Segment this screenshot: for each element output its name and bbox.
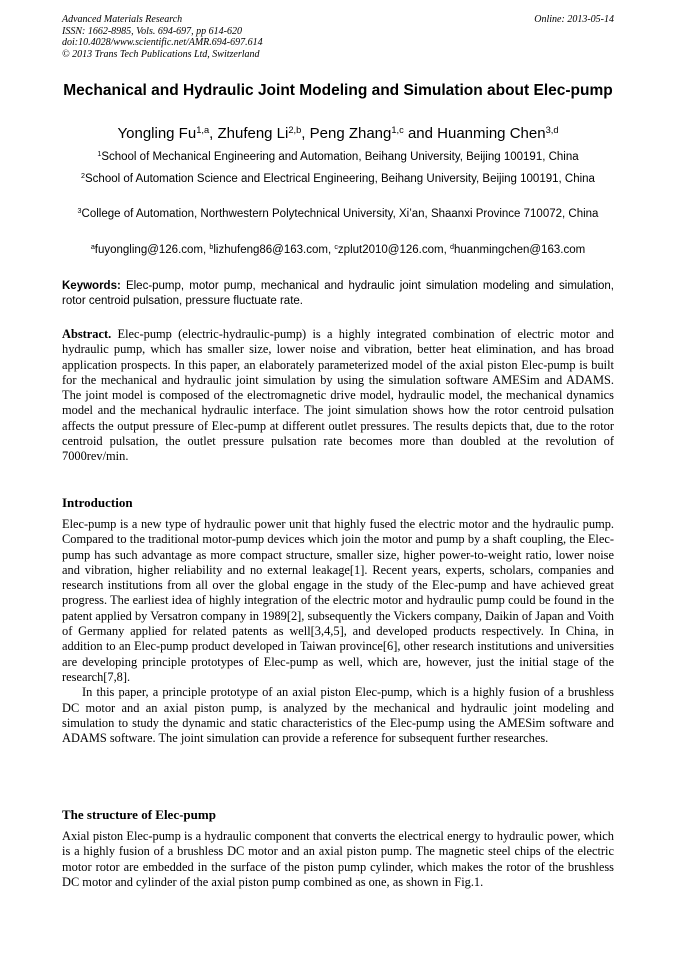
abstract-label: Abstract. [62,327,112,341]
paragraph: Axial piston Elec-pump is a hydraulic component that converts the electrical energy to hydraulic power, which is a highly fusion of a brushless DC motor and an axial piston pump. The magnetic steel chips of the electric motor rotor are embedded in the surface of the piston pump cylinder, which makes the rotor of the brushless DC motor and cylinder of the axial piston pump combined as one, as shown in Fig.1. [62,829,614,889]
author-sup: 2,b [288,124,302,135]
author-name: Peng Zhang [309,125,392,142]
affiliation-text: College of Automation, Northwestern Polytechnical University, Xi’an, Shaanxi Province 710072, China [81,208,599,220]
paragraph: Elec-pump is a new type of hydraulic power unit that highly fused the electric motor and the hydraulic pump. Compared to the traditional motor-pump devices which join the motor and pump by a shaft coupling, the Elec-pump has such advantage as more compact structure, smaller size, higher power-to-weight ratio, lower noise and vibration, higher reliability and no external leakage[1]. Recent years, experts, scholars, companies and research institutions from all over the global engage in the study of the Elec-pump and have achieved great progress. The earliest idea of highly integration of the electric motor and hydraulic pump could be found in the patent applied by Versatron company in 1989[2], subsequently the Vickers company, Daikin of Japan and Voith of Germany applied for related patents as well[3,4,5], and developed products respectively. In China, in addition to an Elec-pump product developed in Taiwan province[6], other research institutions and universities are developing principle prototypes of Elec-pump as well, which are, however, just the initial stage of the research[7,8]. [62,517,614,684]
paragraph: In this paper, a principle prototype of an axial piston Elec-pump, which is a highly fusion of a brushless DC motor and an axial piston pump, is analyzed by the mechanical and hydraulic joint modeling and simulation to study the dynamic and static characteristics of the Elec-pump using the AMESim software and ADAMS software. The joint simulation can provide a reference for subsequent further researches. [62,685,614,746]
author-sup: 1,c [391,124,404,135]
affiliation-3 [62,207,614,223]
author-sup: 1,a [196,124,210,135]
affiliation-text: School of Mechanical Engineering and Automation, Beihang University, Beijing 100191, China [101,151,579,163]
keywords-text: Elec-pump, motor pump, mechanical and hydraulic joint simulation modeling and simulation, rotor centroid pulsation, pressure fluctuate rate. [62,280,614,307]
email-sup: c [334,243,338,252]
doi-line[interactable]: doi:10.4028/www.scientific.net/AMR.694-697.614 [62,37,263,48]
affiliation-sup: 3 [77,207,82,216]
email-sup: a [90,243,95,252]
section-heading-introduction: Introduction [62,495,133,510]
author-sep: , [209,125,218,142]
email-sup: d [449,243,454,252]
paper-title: Mechanical and Hydraulic Joint Modeling and Simulation about Elec-pump [63,82,613,99]
author-list [62,125,614,143]
journal-name: Advanced Materials Research [62,14,183,25]
author-sup: 3,d [545,124,559,135]
affiliation-sup: 1 [97,150,102,159]
author-sep: and [403,125,438,142]
email-sup: b [209,243,214,252]
affiliation-text: School of Automation Science and Electrical Engineering, Beihang University, Beijing 100191, China [85,173,595,185]
issn-line: ISSN: 1662-8985, Vols. 694-697, pp 614-620 [62,25,242,37]
structure-body [62,829,614,890]
section-heading-structure: The structure of Elec-pump [62,807,216,822]
keywords-block [62,279,614,308]
affiliation-1 [62,150,614,166]
email-text[interactable]: zplut2010@126.com, [337,244,450,256]
journal-header [62,14,614,60]
email-list [62,243,614,259]
author-sep: , [301,125,310,142]
author-name: Yongling Fu [117,125,197,142]
online-date: Online: 2013-05-14 [534,14,614,25]
email-text[interactable]: fuyongling@126.com, [94,244,210,256]
email-text[interactable]: lizhufeng86@163.com, [213,244,335,256]
abstract-block [62,327,614,465]
email-text[interactable]: huanmingchen@163.com [453,244,586,256]
author-name: Huanming Chen [437,125,546,142]
copyright-line: © 2013 Trans Tech Publications Ltd, Switzerland [62,48,260,60]
affiliation-sup: 2 [81,172,86,181]
affiliation-2 [62,172,614,188]
abstract-text: Elec-pump (electric-hydraulic-pump) is a highly integrated combination of electric motor and hydraulic pump, which has smaller size, lower noise and vibration, better heat elimination, and has broad application prospects. In this paper, an elaborately parameterized model of the axial piston Elec-pump is built for the mechanical and hydraulic joint simulation by using the simulation software AMESim and ADAMS. The joint model is composed of the electromagnetic drive model, hydraulic model, the mechanical dynamics model and the mechanical hydraulic interface. The joint simulation shows how the rotor centroid pulsation affects the output pressure of Elec-pump at different outlet pressures. The results depicts that, due to the rotor centroid pulsation, the outlet pressure pulsation rate becomes more than doubled at the revolution of 7000rev/min. [62,327,614,464]
author-name: Zhufeng Li [217,125,289,142]
keywords-label: Keywords: [62,280,121,292]
introduction-body [62,517,614,746]
